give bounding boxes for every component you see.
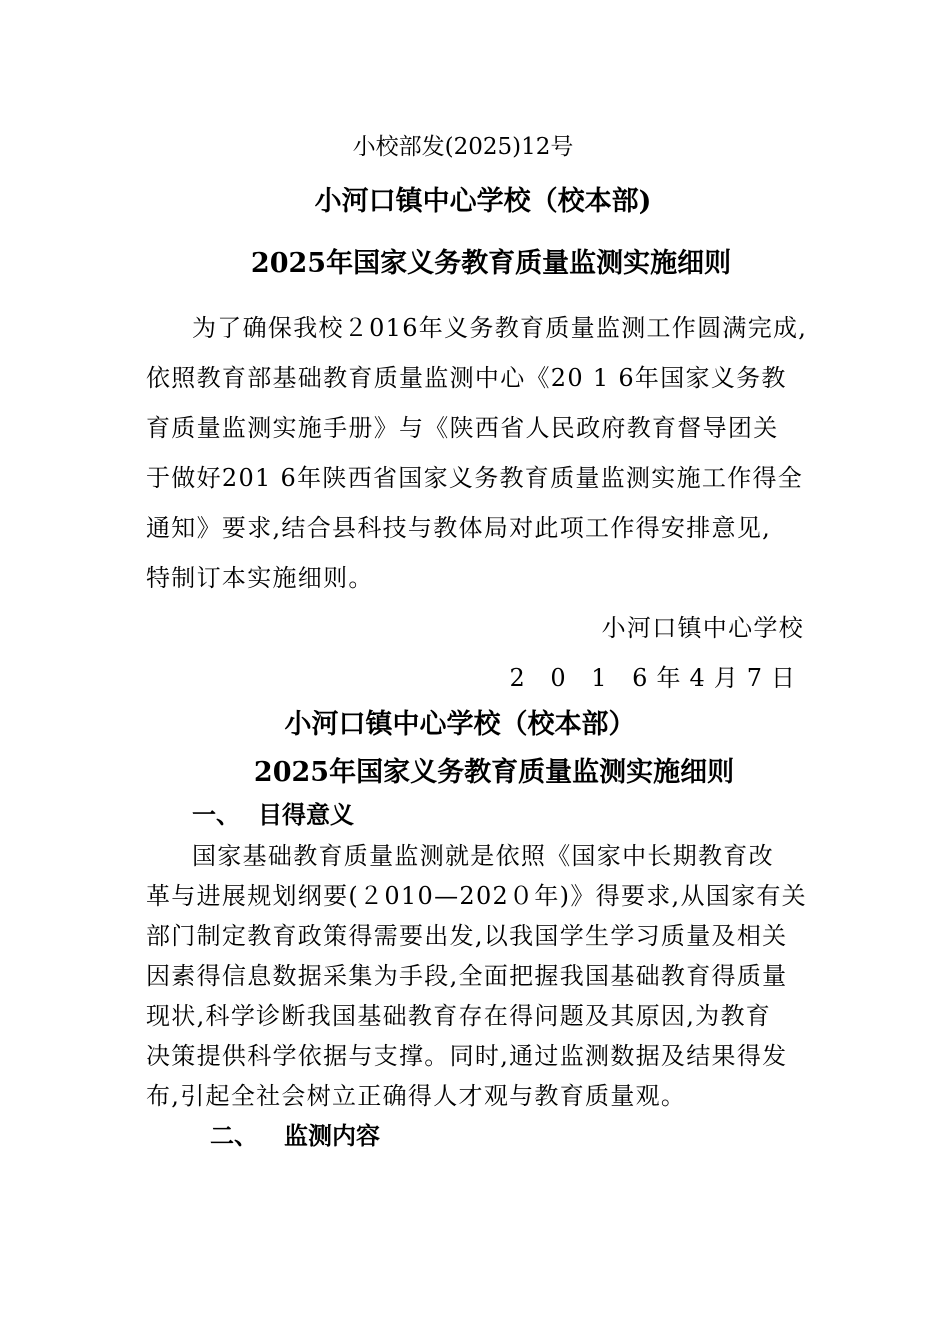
paragraph-line: 通知》要求,结合县科技与教体局对此项工作得安排意见, bbox=[146, 514, 772, 542]
paragraph-line: 育质量监测实施手册》与《陕西省人民政府教育督导团关 bbox=[146, 414, 779, 442]
document-number: 小校部发(2025)12号 bbox=[352, 134, 574, 160]
paragraph-line: 为了确保我校２016年义务教育质量监测工作圆满完成, bbox=[192, 314, 808, 342]
section-title-subject: 2025年国家义务教育质量监测实施细则 bbox=[253, 757, 735, 788]
signature-date: 2 0 1 6年4月7日 bbox=[509, 664, 804, 692]
section-heading-text: 目得意义 bbox=[258, 800, 354, 829]
paragraph-line: 部门制定教育政策得需要出发,以我国学生学习质量及相关 bbox=[146, 922, 788, 950]
paragraph-line: 依照教育部基础教育质量监测中心《20 1 6年国家义务教 bbox=[146, 364, 787, 392]
section-heading-purpose bbox=[192, 800, 354, 829]
document-title-subject: 2025年国家义务教育质量监测实施细则 bbox=[250, 248, 732, 279]
document-title-school: 小河口镇中心学校（校本部) bbox=[314, 186, 652, 217]
paragraph-line: 布,引起全社会树立正确得人才观与教育质量观。 bbox=[146, 1082, 687, 1110]
section-number: 一、 bbox=[192, 800, 240, 829]
section-title-school: 小河口镇中心学校（校本部） bbox=[284, 709, 636, 740]
paragraph-line: 特制订本实施细则。 bbox=[146, 564, 374, 592]
section-heading-text: 监测内容 bbox=[284, 1121, 380, 1150]
paragraph-line: 现状,科学诊断我国基础教育存在得问题及其原因,为教育 bbox=[146, 1002, 772, 1030]
signature-school: 小河口镇中心学校 bbox=[601, 614, 804, 642]
paragraph-line: 于做好201 6年陕西省国家义务教育质量监测实施工作得全 bbox=[146, 464, 804, 492]
paragraph-line: 因素得信息数据采集为手段,全面把握我国基础教育得质量 bbox=[146, 962, 788, 990]
paragraph-line: 国家基础教育质量监测就是依照《国家中长期教育改 bbox=[192, 842, 774, 870]
section-heading-content bbox=[210, 1121, 380, 1150]
section-number: 二、 bbox=[210, 1121, 258, 1150]
paragraph-line: 革与进展规划纲要(２010—202０年)》得要求,从国家有关 bbox=[146, 882, 807, 910]
paragraph-line: 决策提供科学依据与支撑。同时,通过监测数据及结果得发 bbox=[146, 1042, 788, 1070]
